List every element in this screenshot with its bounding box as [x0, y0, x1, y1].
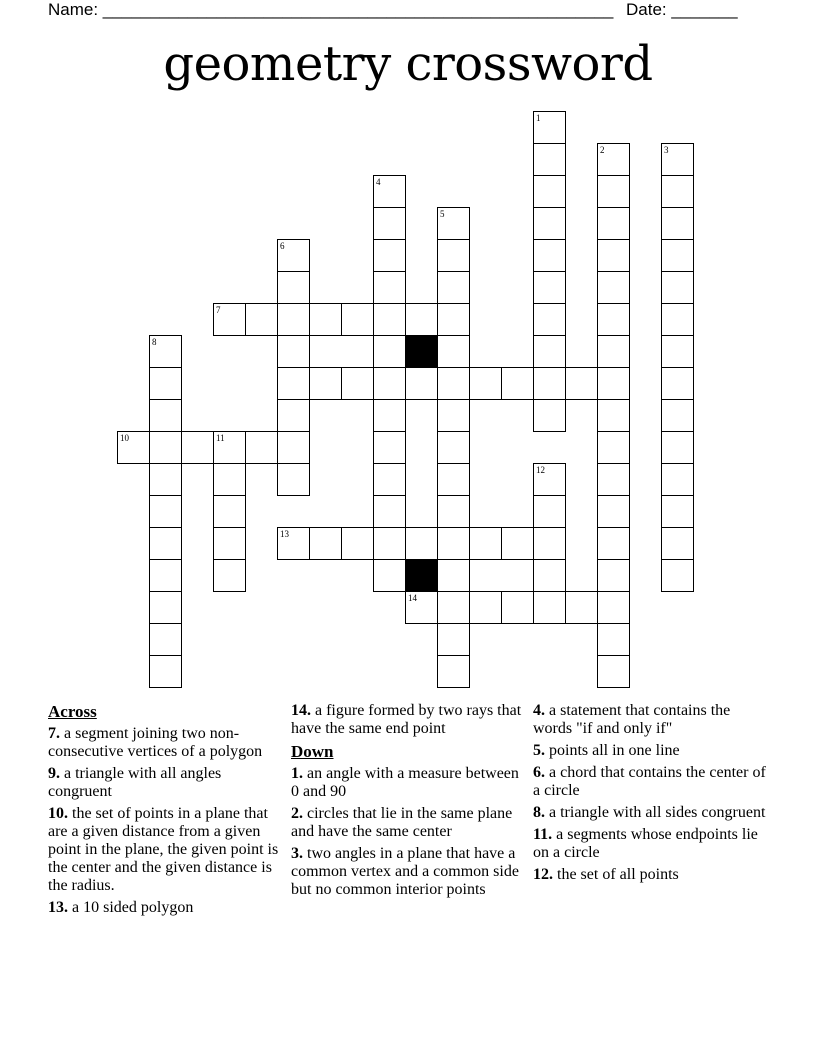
crossword-cell[interactable]: [597, 367, 630, 400]
crossword-cell[interactable]: [661, 463, 694, 496]
crossword-cell[interactable]: [309, 367, 342, 400]
clue-number: 5.: [533, 742, 545, 759]
crossword-cell[interactable]: [277, 367, 310, 400]
clue-number: 12.: [533, 866, 553, 883]
clue-number: 11.: [533, 826, 553, 843]
crossword-cell[interactable]: [277, 527, 310, 560]
crossword-cell[interactable]: [405, 527, 438, 560]
crossword-cell[interactable]: [597, 591, 630, 624]
crossword-cell[interactable]: [661, 335, 694, 368]
crossword-cell[interactable]: [373, 399, 406, 432]
crossword-cell[interactable]: [661, 239, 694, 272]
cell-number: 11: [216, 433, 225, 443]
crossword-cell[interactable]: [149, 335, 182, 368]
crossword-cell[interactable]: [533, 559, 566, 592]
crossword-cell[interactable]: [533, 175, 566, 208]
cell-number: 1: [536, 113, 541, 123]
crossword-cell[interactable]: [661, 559, 694, 592]
crossword-cell[interactable]: [213, 559, 246, 592]
crossword-cell[interactable]: [597, 527, 630, 560]
crossword-cell[interactable]: [149, 431, 182, 464]
clue-text: a segments whose endpoints lie on a circle: [533, 826, 758, 861]
crossword-cell[interactable]: [309, 527, 342, 560]
crossword-cell[interactable]: [533, 207, 566, 240]
clue-down-12: [533, 866, 769, 884]
crossword-cell[interactable]: [565, 591, 598, 624]
clue-text: a chord that contains the center of a circle: [533, 764, 766, 799]
clue-down-11: [533, 826, 769, 862]
crossword-cell[interactable]: [501, 367, 534, 400]
clue-number: 14.: [291, 702, 311, 719]
clue-text: a figure formed by two rays that have the same end point: [291, 702, 522, 737]
clue-number: 6.: [533, 764, 545, 781]
clue-across-10: [48, 805, 284, 895]
crossword-cell[interactable]: [149, 463, 182, 496]
cell-number: 4: [376, 177, 381, 187]
crossword-cell[interactable]: [309, 303, 342, 336]
clue-text: points all in one line: [549, 742, 680, 759]
clue-text: a segment joining two non-consecutive vertices of a polygon: [48, 725, 263, 760]
crossword-cell[interactable]: [437, 239, 470, 272]
crossword-cell[interactable]: [213, 527, 246, 560]
crossword-cell[interactable]: [437, 335, 470, 368]
crossword-cell[interactable]: [661, 303, 694, 336]
clue-number: 10.: [48, 805, 68, 822]
crossword-cell[interactable]: [565, 367, 598, 400]
crossword-cell[interactable]: [533, 143, 566, 176]
crossword-cell[interactable]: [437, 431, 470, 464]
crossword-cell[interactable]: [437, 207, 470, 240]
clue-number: 13.: [48, 899, 68, 916]
crossword-cell[interactable]: [533, 271, 566, 304]
crossword-cell[interactable]: [661, 207, 694, 240]
crossword-cell[interactable]: [469, 591, 502, 624]
crossword-cell[interactable]: [405, 591, 438, 624]
clue-down-8: [533, 804, 769, 822]
clue-text: a triangle with all angles congruent: [48, 765, 222, 800]
crossword-cell[interactable]: [661, 143, 694, 176]
clue-text: a triangle with all sides congruent: [549, 804, 766, 821]
crossword-cell[interactable]: [117, 431, 150, 464]
cell-number: 8: [152, 337, 157, 347]
cell-number: 3: [664, 145, 669, 155]
crossword-cell[interactable]: [437, 463, 470, 496]
crossword-cell[interactable]: [277, 239, 310, 272]
clue-text: circles that lie in the same plane and have the same center: [291, 805, 513, 840]
crossword-cell[interactable]: [405, 303, 438, 336]
crossword-cell[interactable]: [437, 527, 470, 560]
crossword-cell[interactable]: [277, 271, 310, 304]
clue-across-14: [291, 702, 527, 738]
clue-text: an angle with a measure between 0 and 90: [291, 765, 519, 800]
crossword-cell[interactable]: [245, 303, 278, 336]
clue-number: 1.: [291, 765, 303, 782]
crossword-cell[interactable]: [533, 239, 566, 272]
crossword-cell[interactable]: [533, 399, 566, 432]
clue-number: 3.: [291, 845, 303, 862]
crossword-cell[interactable]: [437, 495, 470, 528]
clue-down-4: [533, 702, 769, 738]
clue-down-3: [291, 845, 527, 899]
clue-across-7: [48, 725, 284, 761]
crossword-cell[interactable]: [405, 367, 438, 400]
crossword-cell[interactable]: [149, 399, 182, 432]
crossword-cell[interactable]: [661, 175, 694, 208]
crossword-cell[interactable]: [597, 207, 630, 240]
crossword-cell[interactable]: [597, 463, 630, 496]
clue-text: a statement that contains the words "if and only if": [533, 702, 731, 737]
crossword-cell[interactable]: [373, 431, 406, 464]
crossword-cell[interactable]: [149, 527, 182, 560]
cell-number: 7: [216, 305, 221, 315]
crossword-cell[interactable]: [597, 335, 630, 368]
crossword-cell[interactable]: [341, 303, 374, 336]
crossword-cell[interactable]: [373, 239, 406, 272]
crossword-cell[interactable]: [533, 367, 566, 400]
crossword-cell[interactable]: [277, 335, 310, 368]
across-heading: Across: [48, 702, 97, 721]
crossword-cell[interactable]: [437, 271, 470, 304]
crossword-cell[interactable]: [245, 431, 278, 464]
crossword-cell[interactable]: [661, 431, 694, 464]
crossword-cell[interactable]: [437, 559, 470, 592]
crossword-cell[interactable]: [373, 527, 406, 560]
crossword-cell[interactable]: [501, 591, 534, 624]
clue-number: 9.: [48, 765, 60, 782]
clue-down-2: [291, 805, 527, 841]
crossword-cell[interactable]: [597, 495, 630, 528]
clue-across-13: [48, 899, 284, 917]
crossword-cell[interactable]: [277, 303, 310, 336]
crossword-cell[interactable]: [213, 463, 246, 496]
crossword-cell[interactable]: [149, 367, 182, 400]
cell-number: 13: [280, 529, 289, 539]
down-heading: Down: [291, 742, 334, 761]
clue-number: 8.: [533, 804, 545, 821]
cell-number: 10: [120, 433, 129, 443]
black-cell: [405, 559, 438, 592]
crossword-cell[interactable]: [373, 335, 406, 368]
crossword-cell[interactable]: [437, 591, 470, 624]
clues-column-1: [48, 702, 284, 917]
crossword-cell[interactable]: [597, 143, 630, 176]
crossword-cell[interactable]: [373, 559, 406, 592]
crossword-cell[interactable]: [533, 463, 566, 496]
crossword-cell[interactable]: [437, 303, 470, 336]
crossword-cell[interactable]: [533, 495, 566, 528]
date-field-label: Date: _______: [626, 0, 738, 19]
crossword-cell[interactable]: [533, 591, 566, 624]
crossword-cell[interactable]: [181, 431, 214, 464]
crossword-cell[interactable]: [533, 111, 566, 144]
crossword-cell[interactable]: [597, 239, 630, 272]
crossword-cell[interactable]: [661, 271, 694, 304]
clue-text: the set of all points: [557, 866, 679, 883]
clue-text: the set of points in a plane that are a given distance from a given point in the plane, the given point is the center and the given distance is the radius.: [48, 805, 279, 894]
cell-number: 12: [536, 465, 545, 475]
crossword-cell[interactable]: [597, 623, 630, 656]
crossword-cell[interactable]: [597, 399, 630, 432]
crossword-cell[interactable]: [277, 463, 310, 496]
crossword-cell[interactable]: [277, 399, 310, 432]
clue-text: a 10 sided polygon: [72, 899, 194, 916]
crossword-cell[interactable]: [597, 559, 630, 592]
clue-number: 2.: [291, 805, 303, 822]
crossword-cell[interactable]: [149, 623, 182, 656]
crossword-cell[interactable]: [437, 655, 470, 688]
clues-column-2: [291, 702, 527, 899]
crossword-cell[interactable]: [373, 495, 406, 528]
crossword-cell[interactable]: [469, 527, 502, 560]
crossword-cell[interactable]: [341, 367, 374, 400]
crossword-cell[interactable]: [437, 367, 470, 400]
crossword-cell[interactable]: [501, 527, 534, 560]
crossword-cell[interactable]: [661, 367, 694, 400]
crossword-cell[interactable]: [469, 367, 502, 400]
crossword-cell[interactable]: [597, 655, 630, 688]
clue-number: 4.: [533, 702, 545, 719]
clue-down-5: [533, 742, 769, 760]
crossword-cell[interactable]: [533, 335, 566, 368]
crossword-cell[interactable]: [597, 431, 630, 464]
crossword-cell[interactable]: [373, 367, 406, 400]
crossword-cell[interactable]: [373, 271, 406, 304]
cell-number: 5: [440, 209, 445, 219]
page-title: geometry crossword: [163, 36, 653, 92]
crossword-cell[interactable]: [437, 623, 470, 656]
crossword-cell[interactable]: [149, 495, 182, 528]
clue-down-1: [291, 765, 527, 801]
clue-number: 7.: [48, 725, 60, 742]
crossword-cell[interactable]: [597, 175, 630, 208]
black-cell: [405, 335, 438, 368]
crossword-cell[interactable]: [661, 527, 694, 560]
cell-number: 14: [408, 593, 417, 603]
crossword-cell[interactable]: [373, 303, 406, 336]
crossword-cell[interactable]: [149, 655, 182, 688]
clue-across-9: [48, 765, 284, 801]
crossword-cell[interactable]: [277, 431, 310, 464]
crossword-cell[interactable]: [213, 303, 246, 336]
crossword-cell[interactable]: [149, 591, 182, 624]
crossword-cell[interactable]: [373, 207, 406, 240]
crossword-cell[interactable]: [149, 559, 182, 592]
name-field-label: Name: ______________________________________________________: [48, 0, 614, 19]
crossword-cell[interactable]: [213, 431, 246, 464]
crossword-cell[interactable]: [661, 495, 694, 528]
crossword-cell[interactable]: [437, 399, 470, 432]
clue-text: two angles in a plane that have a common vertex and a common side but no common interior points: [291, 845, 519, 898]
crossword-cell[interactable]: [661, 399, 694, 432]
cell-number: 2: [600, 145, 605, 155]
cell-number: 6: [280, 241, 285, 251]
crossword-cell[interactable]: [533, 303, 566, 336]
clues-column-3: [533, 702, 769, 884]
crossword-cell[interactable]: [373, 463, 406, 496]
clue-down-6: [533, 764, 769, 800]
crossword-cell[interactable]: [341, 527, 374, 560]
crossword-cell[interactable]: [533, 527, 566, 560]
crossword-cell[interactable]: [597, 303, 630, 336]
crossword-cell[interactable]: [213, 495, 246, 528]
crossword-cell[interactable]: [597, 271, 630, 304]
crossword-cell[interactable]: [373, 175, 406, 208]
